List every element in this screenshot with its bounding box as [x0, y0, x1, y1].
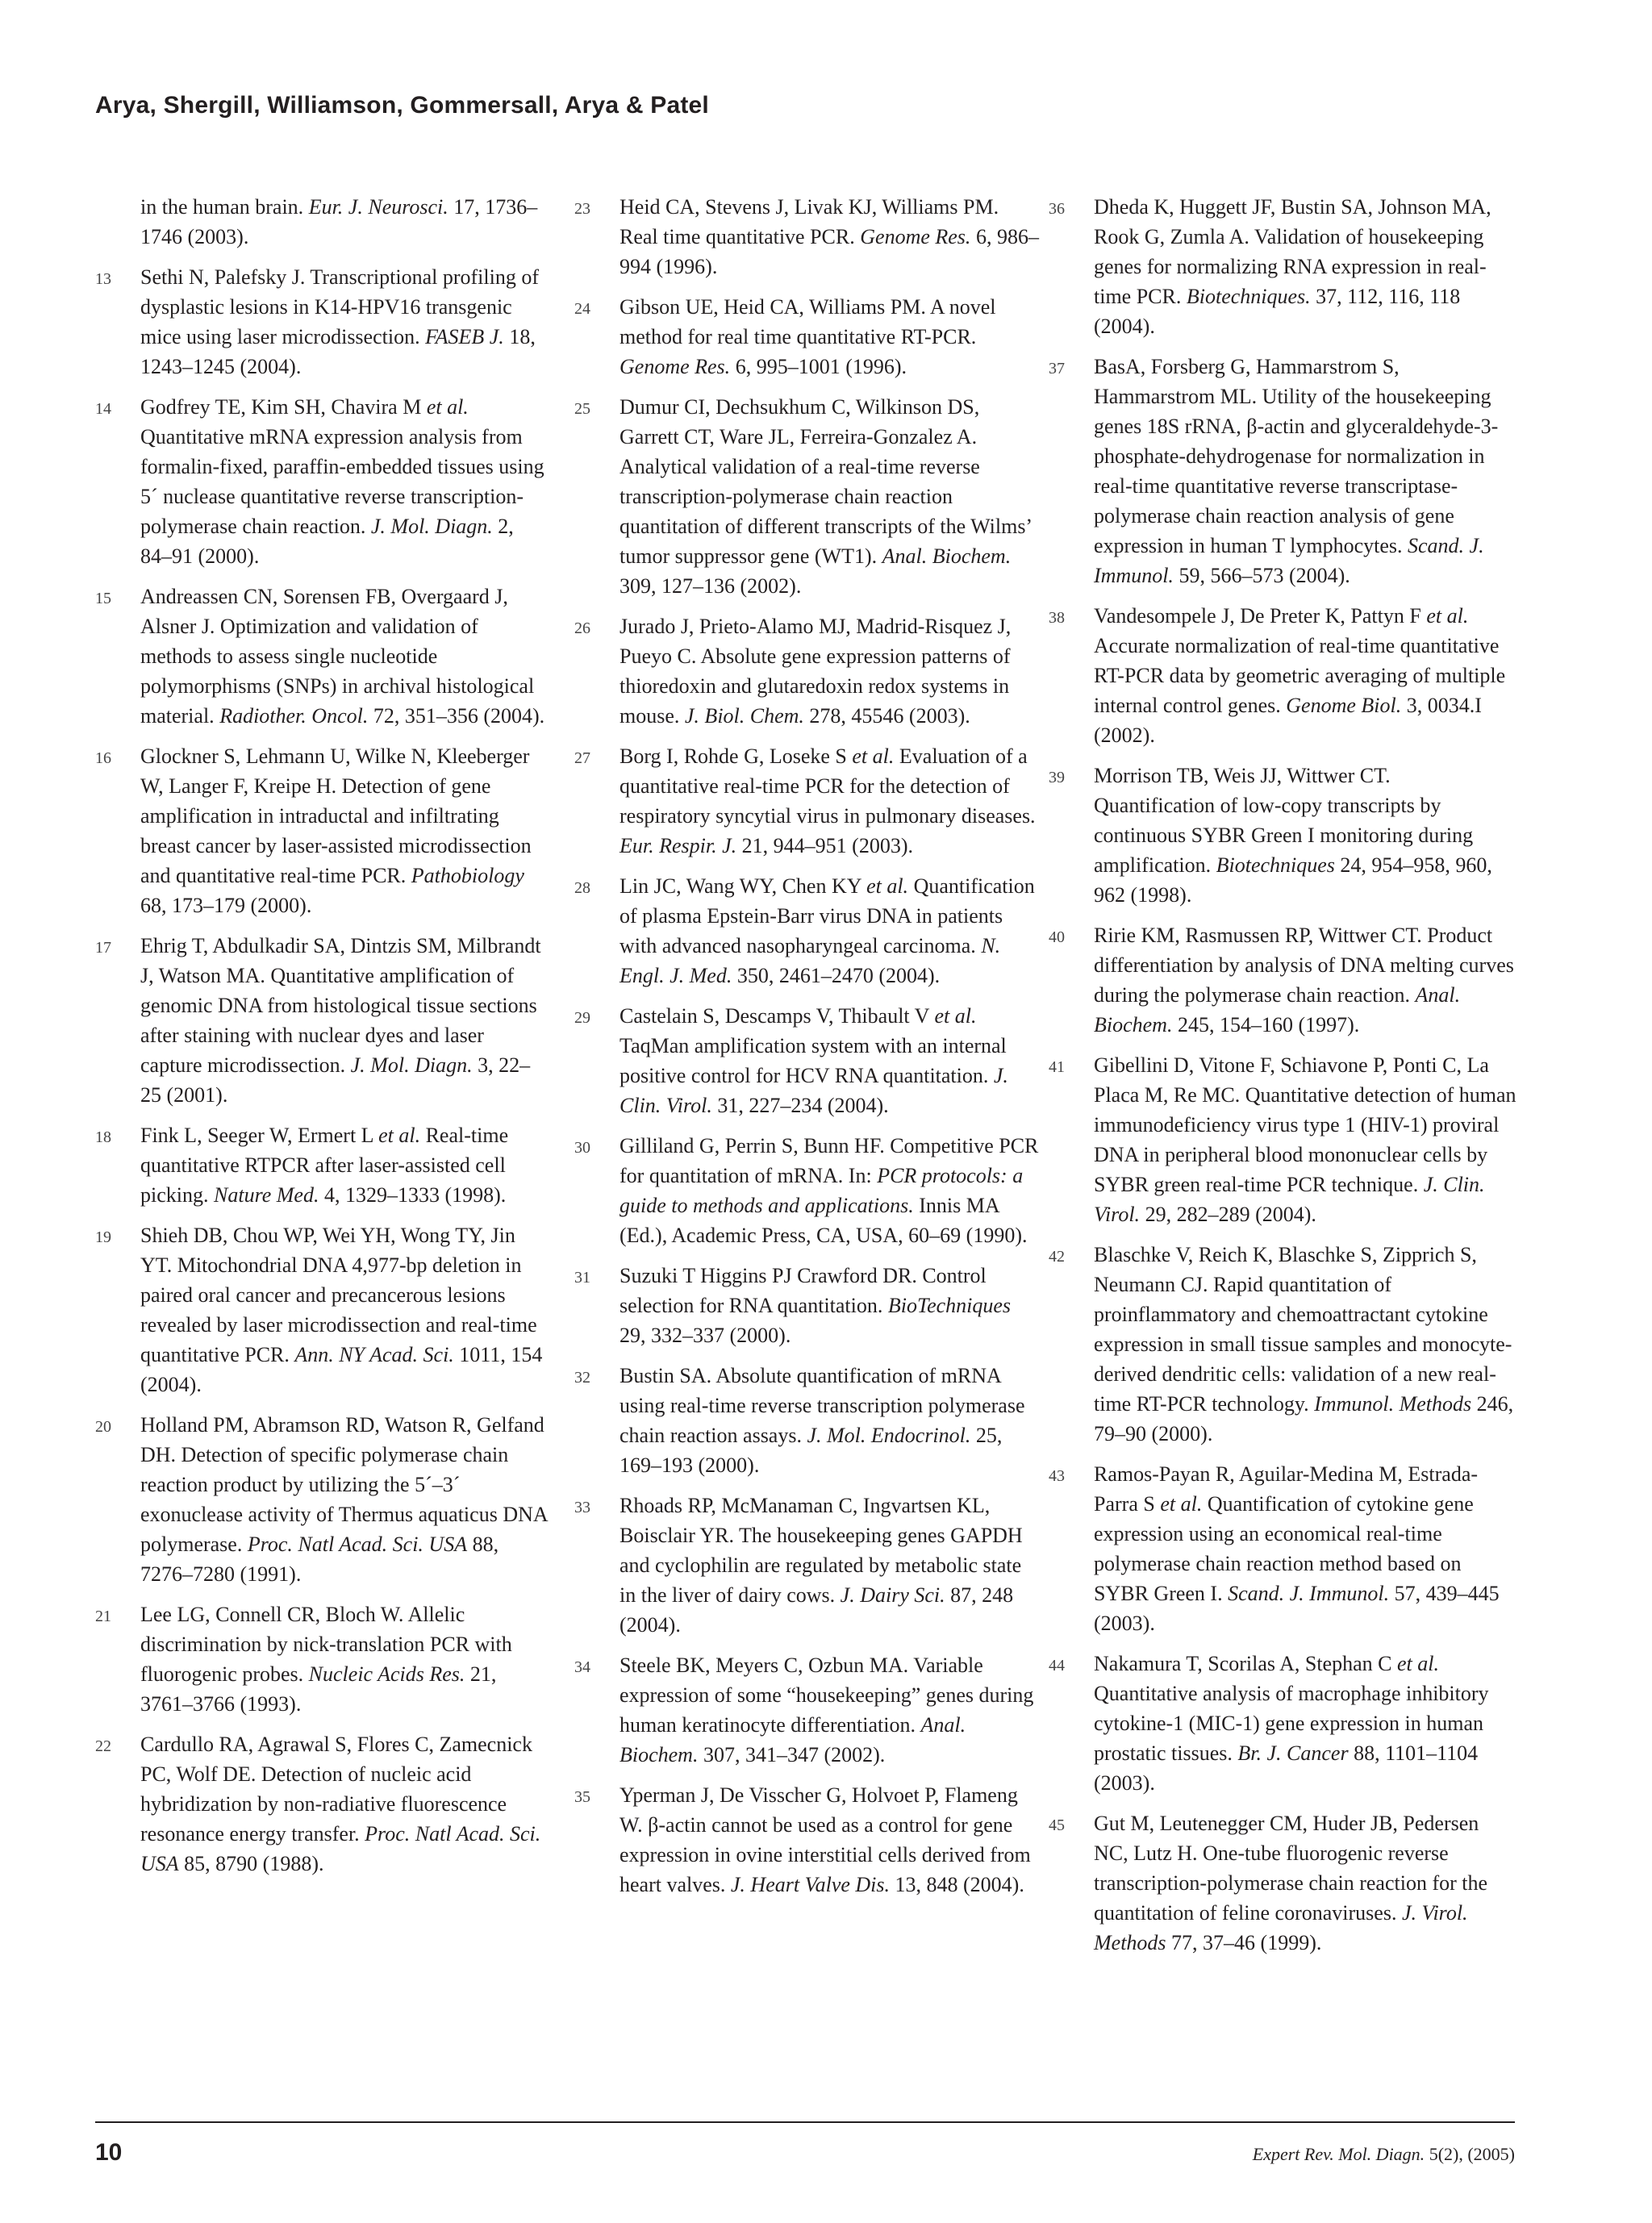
reference-text: Gilliland G, Perrin S, Bunn HF. Competitive PCR for quantitation of mRNA. In: PCR protocols: a guide to methods and applications. Innis MA (Ed.), Academic Press, CA, USA, 60–69 (1990). — [620, 1134, 1039, 1247]
reference-item — [574, 1261, 1041, 1350]
reference-number: 24 — [574, 300, 590, 318]
reference-item — [1049, 1240, 1516, 1449]
reference-number: 23 — [574, 200, 590, 218]
reference-item — [95, 1220, 549, 1399]
reference-number: 18 — [95, 1128, 111, 1146]
reference-text: Dheda K, Huggett JF, Bustin SA, Johnson MA, Rook G, Zumla A. Validation of housekeeping genes for normalizing RNA expression in real-time PCR. Biotechniques. 37, 112, 116, 118 (2004). — [1094, 195, 1491, 338]
reference-text: Vandesompele J, De Preter K, Pattyn F et al. Accurate normalization of real-time quantitative RT-PCR data by geometric averaging of multiple internal control genes. Genome Biol. 3, 0034.I (2002). — [1094, 604, 1506, 747]
reference-item — [574, 392, 1041, 601]
journal-name: Expert Rev. Mol. Diagn. — [1252, 2144, 1425, 2164]
reference-text: Andreassen CN, Sorensen FB, Overgaard J, Alsner J. Optimization and validation of methods to assess single nucleotide polymorphisms (SNPs) in archival histological material. Radiother. Oncol. 72, 351–356 (2004). — [140, 585, 545, 728]
reference-item — [95, 931, 549, 1110]
reference-item — [1049, 601, 1516, 750]
reference-number: 36 — [1049, 200, 1065, 218]
running-head-authors: Arya, Shergill, Williamson, Gommersall, Arya & Patel — [95, 92, 709, 119]
reference-item — [95, 262, 549, 382]
reference-item — [95, 1599, 549, 1719]
reference-number: 25 — [574, 400, 590, 418]
reference-item — [95, 582, 549, 731]
reference-text: Gut M, Leutenegger CM, Huder JB, Pedersen NC, Lutz H. One-tube fluorogenic reverse transcription-polymerase chain reaction for the quantitation of feline coronaviruses. J. Virol. Methods 77, 37–46 (1999). — [1094, 1812, 1488, 1954]
reference-column-3 — [1049, 192, 1516, 1968]
reference-item — [574, 611, 1041, 731]
reference-item — [574, 1001, 1041, 1120]
reference-number: 41 — [1049, 1058, 1065, 1076]
reference-number: 29 — [574, 1009, 590, 1027]
reference-number: 43 — [1049, 1467, 1065, 1485]
reference-number: 31 — [574, 1269, 590, 1287]
reference-text: Morrison TB, Weis JJ, Wittwer CT. Quantification of low-copy transcripts by continuous SYBR Green I monitoring during amplification. Biotechniques 24, 954–958, 960, 962 (1998). — [1094, 764, 1492, 907]
reference-text: Godfrey TE, Kim SH, Chavira M et al. Quantitative mRNA expression analysis from formalin-fixed, paraffin-embedded tissues using 5´ nuclease quantitative reverse transcription-polymerase chain reaction. J. Mol. Diagn. 2, 84–91 (2000). — [140, 395, 544, 568]
reference-number: 35 — [574, 1788, 590, 1806]
reference-number: 19 — [95, 1228, 111, 1246]
reference-text: Lin JC, Wang WY, Chen KY et al. Quantification of plasma Epstein-Barr virus DNA in patients with advanced nasopharyngeal carcinoma. N. Engl. J. Med. 350, 2461–2470 (2004). — [620, 874, 1035, 987]
reference-item — [574, 1650, 1041, 1770]
reference-number: 13 — [95, 270, 111, 288]
reference-item — [574, 192, 1041, 282]
reference-number: 28 — [574, 879, 590, 897]
reference-number: 32 — [574, 1369, 590, 1387]
reference-text: Jurado J, Prieto-Alamo MJ, Madrid-Risquez J, Pueyo C. Absolute gene expression patterns of thioredoxin and glutaredoxin redox systems in mouse. J. Biol. Chem. 278, 45546 (2003). — [620, 615, 1012, 728]
reference-text: Ramos-Payan R, Aguilar-Medina M, Estrada-Parra S et al. Quantification of cytokine gene expression using an economical real-time polymerase chain reaction method based on SYBR Green I. Scand. J. Immunol. 57, 439–445 (2003). — [1094, 1462, 1500, 1635]
reference-item — [95, 392, 549, 571]
reference-number: 27 — [574, 749, 590, 767]
reference-item — [95, 192, 549, 252]
reference-item — [1049, 1050, 1516, 1229]
reference-text: Borg I, Rohde G, Loseke S et al. Evaluation of a quantitative real-time PCR for the detection of respiratory syncytial virus in pulmonary diseases. Eur. Respir. J. 21, 944–951 (2003). — [620, 744, 1036, 857]
reference-column-2 — [574, 192, 1041, 1910]
reference-item — [95, 741, 549, 920]
reference-text: Heid CA, Stevens J, Livak KJ, Williams PM. Real time quantitative PCR. Genome Res. 6, 986–994 (1996). — [620, 195, 1039, 278]
reference-text: Gibellini D, Vitone F, Schiavone P, Ponti C, La Placa M, Re MC. Quantitative detection of human immunodeficiency virus type 1 (HIV-1) proviral DNA in peripheral blood mononuclear cells by SYBR green real-time PCR technique. J. Clin. Virol. 29, 282–289 (2004). — [1094, 1053, 1516, 1226]
reference-item — [574, 292, 1041, 382]
reference-text: BasA, Forsberg G, Hammarstrom S, Hammarstrom ML. Utility of the housekeeping genes 18S rRNA, β-actin and glyceraldehyde-3-phosphate-dehydrogenase for normalization in real-time quantitative reverse transcriptase-polymerase chain reaction analysis of gene expression in human T lymphocytes. Scand. J. Immunol. 59, 566–573 (2004). — [1094, 355, 1499, 587]
reference-text: Rhoads RP, McManaman C, Ingvartsen KL, Boisclair YR. The housekeeping genes GAPDH and cyclophilin are regulated by metabolic state in the liver of dairy cows. J. Dairy Sci. 87, 248 (2004). — [620, 1494, 1023, 1637]
reference-text: Shieh DB, Chou WP, Wei YH, Wong TY, Jin YT. Mitochondrial DNA 4,977-bp deletion in paired oral cancer and precancerous lesions revealed by laser microdissection and real-time quantitative PCR. Ann. NY Acad. Sci. 1011, 154 (2004). — [140, 1224, 543, 1396]
reference-text: Holland PM, Abramson RD, Watson R, Gelfand DH. Detection of specific polymerase chain reaction product by utilizing the 5´–3´ exonuclease activity of Thermus aquaticus DNA polymerase. Proc. Natl Acad. Sci. USA 88, 7276–7280 (1991). — [140, 1413, 548, 1586]
journal-volume: 5(2), (2005) — [1425, 2144, 1515, 2164]
reference-text: Gibson UE, Heid CA, Williams PM. A novel method for real time quantitative RT-PCR. Genome Res. 6, 995–1001 (1996). — [620, 295, 996, 378]
reference-item — [1049, 761, 1516, 910]
reference-item — [1049, 1649, 1516, 1798]
reference-text: Yperman J, De Visscher G, Holvoet P, Flameng W. β-actin cannot be used as a control for gene expression in ovine interstitial cells derived from heart valves. J. Heart Valve Dis. 13, 848 (2004). — [620, 1783, 1031, 1896]
reference-item — [574, 1491, 1041, 1640]
reference-item — [574, 871, 1041, 991]
reference-text: Glockner S, Lehmann U, Wilke N, Kleeberger W, Langer F, Kreipe H. Detection of gene amplification in intraductal and infiltrating breast cancer by laser-assisted microdissection and quantitative real-time PCR. Pathobiology 68, 173–179 (2000). — [140, 744, 532, 917]
reference-text: Ririe KM, Rasmussen RP, Wittwer CT. Product differentiation by analysis of DNA melting curves during the polymerase chain reaction. Anal. Biochem. 245, 154–160 (1997). — [1094, 924, 1514, 1036]
reference-number: 30 — [574, 1139, 590, 1157]
reference-number: 45 — [1049, 1816, 1065, 1834]
footer-rule — [95, 2121, 1515, 2123]
reference-text: Sethi N, Palefsky J. Transcriptional profiling of dysplastic lesions in K14-HPV16 transgenic mice using laser microdissection. FASEB J. 18, 1243–1245 (2004). — [140, 265, 539, 378]
reference-item — [1049, 1459, 1516, 1638]
reference-column-1 — [95, 192, 549, 1889]
reference-item — [1049, 1808, 1516, 1958]
reference-text: Fink L, Seeger W, Ermert L et al. Real-time quantitative RTPCR after laser-assisted cell picking. Nature Med. 4, 1329–1333 (1998). — [140, 1124, 509, 1207]
reference-number: 37 — [1049, 360, 1065, 377]
reference-item — [1049, 920, 1516, 1040]
journal-citation — [1253, 2144, 1515, 2165]
reference-text: in the human brain. Eur. J. Neurosci. 17, 1736–1746 (2003). — [140, 195, 538, 248]
reference-text: Nakamura T, Scorilas A, Stephan C et al. Quantitative analysis of macrophage inhibitory cytokine-1 (MIC-1) gene expression in human prostatic tissues. Br. J. Cancer 88, 1101–1104 (2003). — [1094, 1652, 1489, 1795]
reference-number: 17 — [95, 939, 111, 957]
reference-text: Bustin SA. Absolute quantification of mRNA using real-time reverse transcription polymerase chain reaction assays. J. Mol. Endocrinol. 25, 169–193 (2000). — [620, 1364, 1025, 1477]
page-number: 10 — [95, 2139, 123, 2166]
reference-number: 38 — [1049, 609, 1065, 627]
reference-item — [574, 1780, 1041, 1900]
reference-number: 26 — [574, 619, 590, 637]
reference-text: Lee LG, Connell CR, Bloch W. Allelic discrimination by nick-translation PCR with fluorogenic probes. Nucleic Acids Res. 21, 3761–3766 (1993). — [140, 1603, 512, 1716]
reference-item — [574, 1361, 1041, 1480]
reference-number: 14 — [95, 400, 111, 418]
reference-number: 16 — [95, 749, 111, 767]
reference-text: Castelain S, Descamps V, Thibault V et al. TaqMan amplification system with an internal positive control for HCV RNA quantitation. J. Clin. Virol. 31, 227–234 (2004). — [620, 1004, 1008, 1117]
reference-text: Ehrig T, Abdulkadir SA, Dintzis SM, Milbrandt J, Watson MA. Quantitative amplification of genomic DNA from histological tissue sections after staining with nuclear dyes and laser capture microdissection. J. Mol. Diagn. 3, 22–25 (2001). — [140, 934, 541, 1107]
reference-item — [95, 1120, 549, 1210]
reference-text: Blaschke V, Reich K, Blaschke S, Zipprich S, Neumann CJ. Rapid quantitation of proinflammatory and chemoattractant cytokine expression in small tissue samples and monocyte-derived dendritic cells: validation of a new real-time RT-PCR technology. Immunol. Methods 246, 79–90 (2000). — [1094, 1243, 1514, 1445]
reference-number: 21 — [95, 1608, 111, 1625]
reference-number: 39 — [1049, 769, 1065, 786]
reference-item — [95, 1410, 549, 1589]
reference-item — [574, 741, 1041, 861]
reference-text: Suzuki T Higgins PJ Crawford DR. Control selection for RNA quantitation. BioTechniques 29, 332–337 (2000). — [620, 1264, 1012, 1347]
reference-text: Steele BK, Meyers C, Ozbun MA. Variable expression of some “housekeeping” genes during human keratinocyte differentiation. Anal. Biochem. 307, 341–347 (2002). — [620, 1654, 1034, 1766]
reference-item — [1049, 192, 1516, 341]
reference-number: 15 — [95, 590, 111, 607]
reference-number: 40 — [1049, 928, 1065, 946]
reference-text: Cardullo RA, Agrawal S, Flores C, Zamecnick PC, Wolf DE. Detection of nucleic acid hybridization by non-radiative fluorescence resonance energy transfer. Proc. Natl Acad. Sci. USA 85, 8790 (1988). — [140, 1733, 541, 1875]
reference-text: Dumur CI, Dechsukhum C, Wilkinson DS, Garrett CT, Ware JL, Ferreira-Gonzalez A. Analytical validation of a real-time reverse transcription-polymerase chain reaction quantitation of different transcripts of the Wilms’ tumor suppressor gene (WT1). Anal. Biochem. 309, 127–136 (2002). — [620, 395, 1032, 598]
reference-item — [95, 1729, 549, 1879]
reference-number: 34 — [574, 1658, 590, 1676]
reference-number: 20 — [95, 1418, 111, 1436]
reference-number: 22 — [95, 1737, 111, 1755]
reference-item — [574, 1131, 1041, 1250]
reference-item — [1049, 352, 1516, 590]
reference-number: 44 — [1049, 1657, 1065, 1675]
reference-number: 42 — [1049, 1248, 1065, 1266]
reference-number: 33 — [574, 1499, 590, 1516]
